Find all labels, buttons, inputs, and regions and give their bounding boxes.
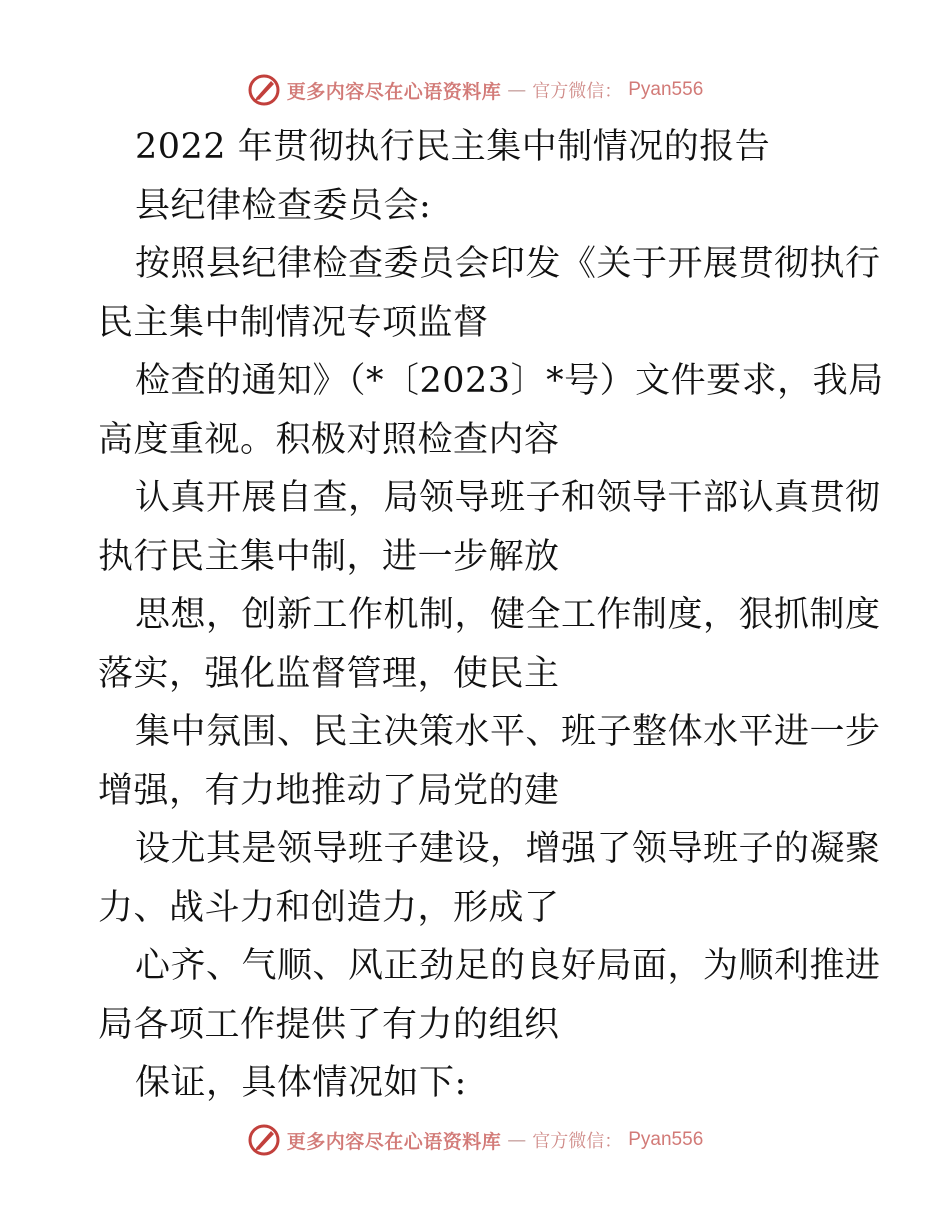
paragraph-line: 思想，创新工作机制，健全工作制度，狠抓制度 [135,595,881,635]
quill-logo-icon [247,73,281,107]
document-title: 2022 年贯彻执行民主集中制情况的报告 [135,127,771,167]
paragraph-line: 民主集中制情况专项监督 [98,302,489,343]
watermark-wechat-id: Pyan556 [628,1129,704,1150]
paragraph-line: 检查的通知》（*〔2023〕*号）文件要求，我局 [135,361,884,401]
watermark-dash: — [507,1129,527,1151]
paragraph-line: 认真开展自查，局领导班子和领导干部认真贯彻 [135,478,881,518]
paragraph-line: 力、战斗力和创造力，形成了 [98,887,560,928]
quill-logo-icon [247,1123,281,1157]
paragraph-line: 按照县纪律检查委员会印发《关于开展贯彻执行 [135,244,881,284]
watermark-dash: — [507,79,527,101]
document-body [98,118,884,1113]
paragraph-line: 局各项工作提供了有力的组织 [98,1004,560,1045]
paragraph-line: 执行民主集中制，进一步解放 [98,536,560,577]
header-watermark [0,70,950,110]
paragraph-line: 高度重视。积极对照检查内容 [98,419,560,460]
watermark-official-label: 官方微信： [532,1131,623,1152]
paragraph-line: 心齐、气顺、风正劲足的良好局面，为顺利推进 [135,946,881,986]
footer-watermark [0,1120,950,1160]
paragraph-line: 集中氛围、民主决策水平、班子整体水平进一步 [135,712,881,752]
watermark-wechat-id: Pyan556 [628,79,704,100]
paragraph-line: 保证，具体情况如下: [135,1063,467,1103]
paragraph-line: 设尤其是领导班子建设，增强了领导班子的凝聚 [135,829,881,869]
paragraph-line: 落实，强化监督管理，使民主 [98,653,560,694]
watermark-official-label: 官方微信： [532,81,623,102]
paragraph-line: 增强，有力地推动了局党的建 [98,770,560,811]
watermark-site-text: 更多内容尽在心语资料库 [286,80,502,103]
paragraph-line: 县纪律检查委员会: [135,185,432,226]
watermark-site-text: 更多内容尽在心语资料库 [286,1130,502,1153]
